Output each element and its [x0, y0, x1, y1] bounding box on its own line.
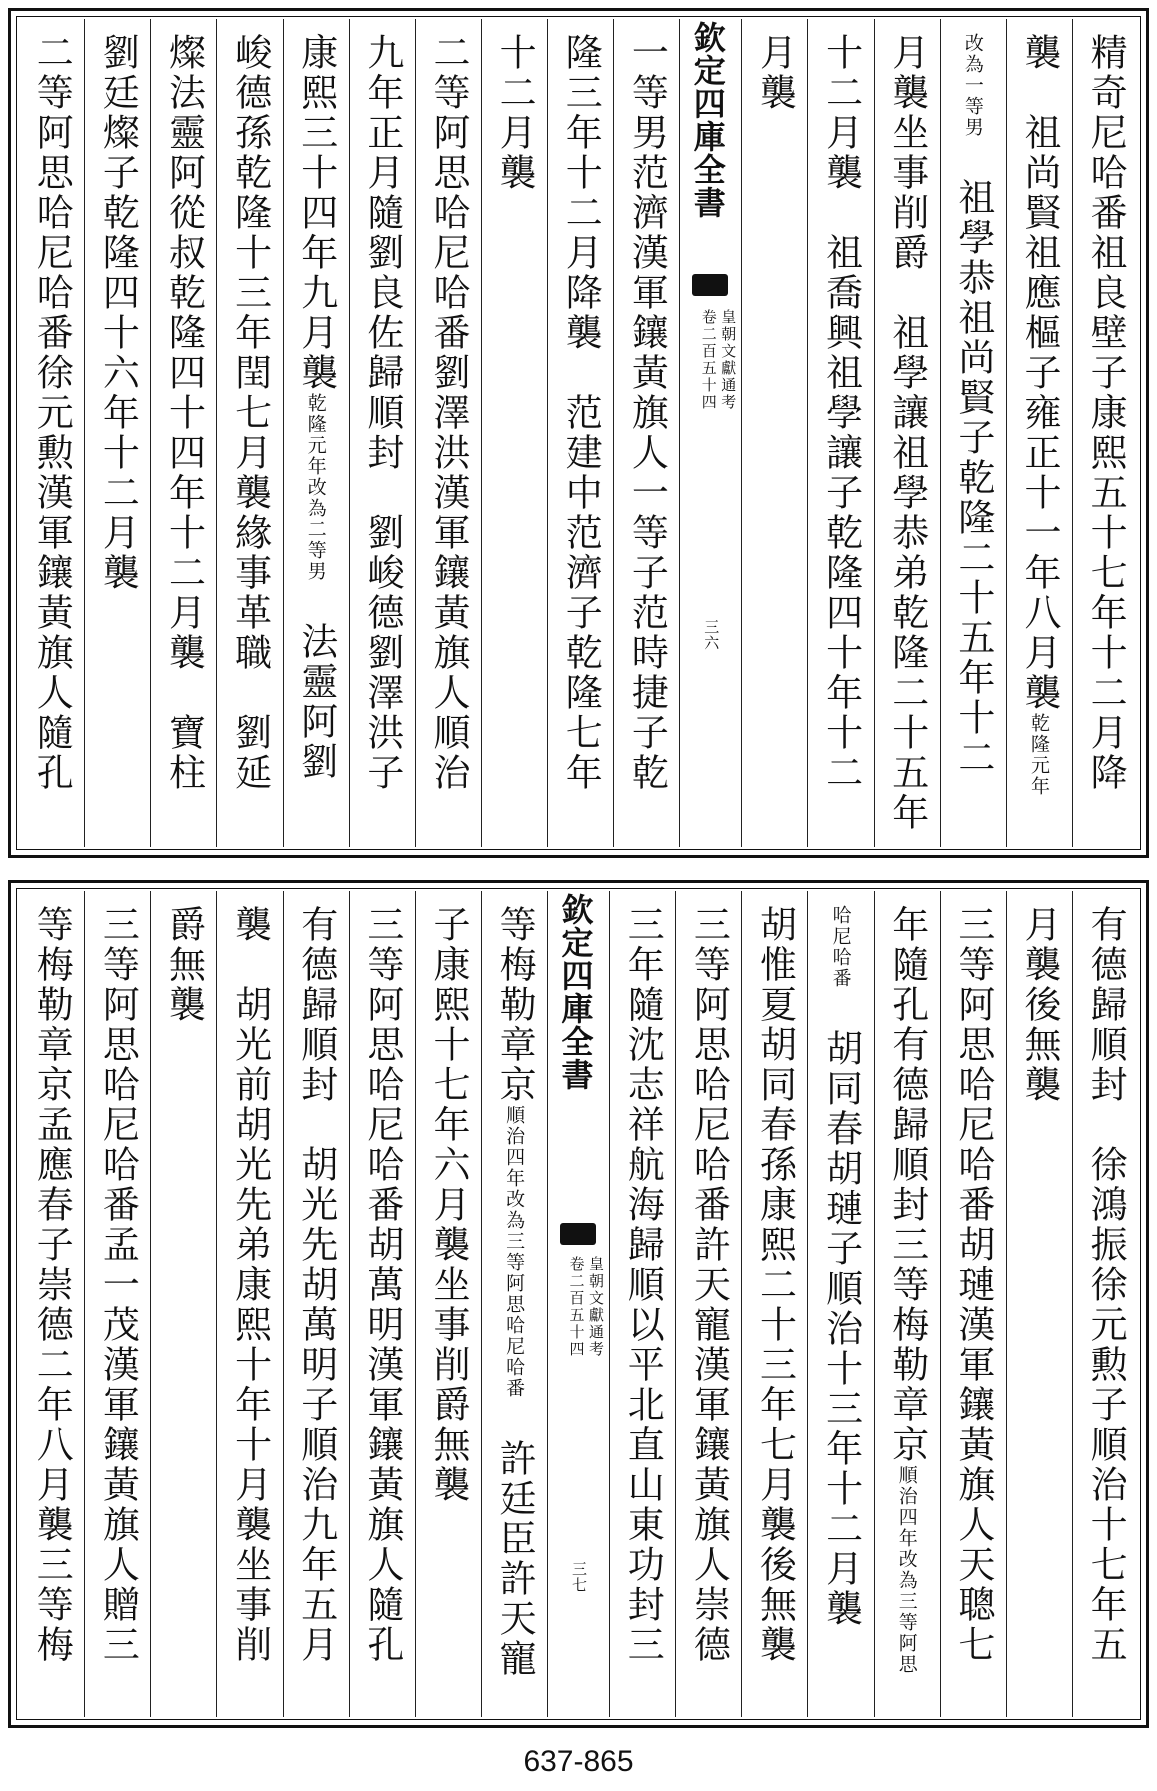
page-spine: [679, 19, 741, 847]
fishtail-mark-icon: [692, 274, 728, 296]
column-text: 年隨孔有德歸順封三等梅勒章京順治四年改為三等阿思: [885, 905, 929, 1675]
spine-info: [552, 1256, 605, 1358]
text-column: [741, 19, 807, 847]
text-column: [415, 891, 481, 1717]
text-column: [807, 891, 873, 1717]
interlinear-note: 乾隆元年改為二等男: [304, 393, 327, 582]
text-column: [19, 19, 84, 847]
column-text: 一等男范濟漢軍鑲黃旗人一等子范時捷子乾: [625, 33, 669, 793]
column-text: 二等阿思哈尼哈番劉澤洪漢軍鑲黃旗人順治: [427, 33, 471, 793]
column-text: 哈尼哈番 胡同春胡璉子順治十三年十二月襲: [819, 905, 863, 1629]
text-column: [19, 891, 84, 1717]
column-text: 三等阿思哈尼哈番孟一茂漢軍鑲黃旗人贈三: [96, 905, 140, 1665]
spine-title: 欽定四庫全書: [556, 893, 595, 1091]
column-text: 九年正月隨劉良佐歸順封 劉峻德劉澤洪子: [360, 33, 404, 793]
column-text: 改為一等男 祖學恭祖尚賢子乾隆二十五年十二: [951, 33, 995, 778]
columns-upper: [19, 19, 1138, 847]
text-column: [874, 891, 940, 1717]
column-text: 劉廷燦子乾隆四十六年十二月襲: [96, 33, 140, 593]
interlinear-note: 乾隆元年: [1028, 713, 1051, 797]
interlinear-note: 改為一等男: [961, 33, 984, 138]
text-column: [1072, 891, 1138, 1717]
column-text: 胡惟夏胡同春孫康熙二十三年七月襲後無襲: [753, 905, 797, 1665]
spine-page-number: 三六: [702, 619, 721, 651]
text-column: [613, 19, 679, 847]
text-column: [481, 19, 547, 847]
column-text: 十二月襲 祖喬興祖學讓子乾隆四十年十二: [819, 33, 863, 793]
text-column: [150, 891, 216, 1717]
interlinear-note: 順治四年改為三等阿思: [895, 1465, 918, 1675]
column-text: 十二月襲: [493, 33, 537, 193]
text-column: [150, 19, 216, 847]
text-column: [874, 19, 940, 847]
text-column: [84, 19, 150, 847]
column-text: 三等阿思哈尼哈番胡璉漢軍鑲黃旗人天聰七: [951, 905, 995, 1665]
column-text: 二等阿思哈尼哈番徐元勲漢軍鑲黃旗人隨孔: [30, 33, 74, 793]
text-column: [1006, 19, 1072, 847]
page-upper: [8, 8, 1149, 858]
column-text: 襲 祖尚賢祖應樞子雍正十一年八月襲乾隆元年: [1018, 33, 1062, 797]
text-column: [1072, 19, 1138, 847]
text-column: [1006, 891, 1072, 1717]
text-column: [415, 19, 481, 847]
interlinear-note: 哈尼哈番: [829, 905, 852, 989]
column-text: 隆三年十二月降襲 范建中范濟子乾隆七年: [559, 33, 603, 793]
column-text: 爵無襲: [162, 905, 206, 1025]
column-text: 燦法靈阿從叔乾隆四十四年十二月襲 寶柱: [162, 33, 206, 793]
text-column: [216, 891, 282, 1717]
text-column: [283, 19, 349, 847]
column-text: 月襲後無襲: [1018, 905, 1062, 1105]
column-text: 有德歸順封 胡光先胡萬明子順治九年五月: [294, 905, 338, 1665]
text-column: [940, 891, 1006, 1717]
page-lower: [8, 880, 1149, 1728]
text-column: [741, 891, 807, 1717]
text-column: [547, 19, 613, 847]
column-text: 子康熙十七年六月襲坐事削爵無襲: [427, 905, 471, 1505]
column-text: 有德歸順封 徐鴻振徐元勲子順治十七年五: [1084, 905, 1128, 1665]
spine-volume: 卷二百五十四: [699, 309, 718, 411]
column-text: 等梅勒章京順治四年改為三等阿思哈尼哈番 許廷臣許天寵: [493, 905, 537, 1679]
column-text: 襲 胡光前胡光先弟康熙十年十月襲坐事削: [228, 905, 272, 1665]
text-column: [940, 19, 1006, 847]
text-column: [675, 891, 741, 1717]
column-text: 等梅勒章京孟應春子崇德二年八月襲三等梅: [30, 905, 74, 1665]
spine-title: 欽定四庫全書: [688, 21, 727, 219]
column-text: 精奇尼哈番祖良壁子康熙五十七年十二月降: [1084, 33, 1128, 793]
text-column: [807, 19, 873, 847]
text-column: [283, 891, 349, 1717]
column-text: 峻德孫乾隆十三年閏七月襲緣事革職 劉延: [228, 33, 272, 793]
spine-info: [684, 309, 737, 411]
column-text: 月襲坐事削爵 祖學讓祖學恭弟乾隆二十五年: [885, 33, 929, 833]
spine-volume: 卷二百五十四: [567, 1256, 586, 1358]
footer-page-number: 637-865: [523, 1745, 634, 1778]
column-text: 月襲: [753, 33, 797, 113]
spine-book-title: 皇朝文獻通考: [719, 309, 738, 411]
page-spine: [547, 891, 609, 1717]
text-column: [349, 19, 415, 847]
column-text: 三等阿思哈尼哈番許天寵漢軍鑲黃旗人崇德: [687, 905, 731, 1665]
text-column: [481, 891, 547, 1717]
text-column: [84, 891, 150, 1717]
column-text: 康熙三十四年九月襲乾隆元年改為二等男 法靈阿劉: [294, 33, 338, 782]
column-text: 三等阿思哈尼哈番胡萬明漢軍鑲黃旗人隨孔: [360, 905, 404, 1665]
spine-page-number: 三七: [570, 1561, 588, 1593]
text-column: [216, 19, 282, 847]
text-column: [349, 891, 415, 1717]
fishtail-mark-icon: [560, 1223, 596, 1245]
text-column: [609, 891, 675, 1717]
column-text: 三年隨沈志祥航海歸順以平北直山東功封三: [621, 905, 665, 1665]
spine-book-title: 皇朝文獻通考: [587, 1256, 605, 1358]
columns-lower: [19, 891, 1138, 1717]
interlinear-note: 順治四年改為三等阿思哈尼哈番: [503, 1105, 526, 1399]
